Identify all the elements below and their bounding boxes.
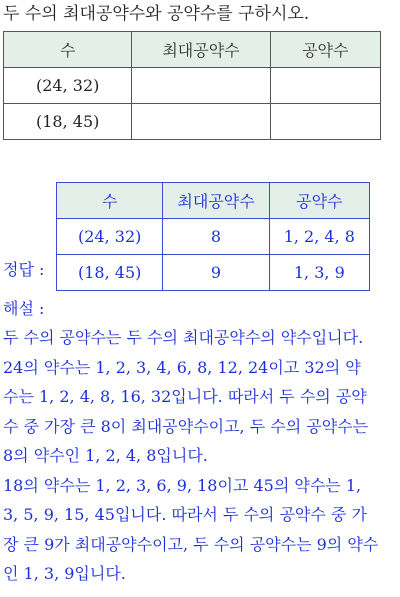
- cell-number: (18, 45): [57, 255, 163, 291]
- header-gcd: 최대공약수: [163, 183, 269, 219]
- table-header-row: [4, 32, 381, 68]
- cell-common-divisors: 1, 2, 4, 8: [269, 219, 369, 255]
- header-gcd: 최대공약수: [132, 32, 270, 68]
- explanation-title: 해설 :: [3, 299, 45, 318]
- cell-common-divisors: 1, 3, 9: [269, 255, 369, 291]
- cell-gcd: 9: [163, 255, 269, 291]
- explanation-body: [3, 323, 400, 589]
- table-row: [4, 104, 381, 140]
- explanation-line: 8의 약수인 1, 2, 4, 8입니다.: [3, 446, 208, 465]
- explanation-line: 수 중 가장 큰 8이 최대공약수이고, 두 수의 공약수는: [3, 416, 369, 436]
- cell-gcd-blank[interactable]: [132, 104, 270, 140]
- cell-gcd-blank[interactable]: [132, 68, 270, 104]
- explanation-line: 18의 약수는 1, 2, 3, 6, 9, 18이고 45의 약수는 1,: [3, 475, 362, 495]
- table-row: [57, 255, 370, 291]
- explanation-line: 3, 5, 9, 15, 45입니다. 따라서 두 수의 공약수 중 가: [3, 505, 367, 524]
- table-row: [4, 68, 381, 104]
- explanation-line: 24의 약수는 1, 2, 3, 4, 6, 8, 12, 24이고 32의 약: [3, 357, 361, 377]
- question-text: 두 수의 최대공약수와 공약수를 구하시오.: [3, 4, 310, 24]
- explanation-line: 두 수의 공약수는 두 수의 최대공약수의 약수입니다.: [3, 328, 364, 347]
- answer-label: 정답 :: [3, 260, 45, 279]
- table-row: [57, 219, 370, 255]
- table-header-row: [57, 183, 370, 219]
- header-number: 수: [4, 32, 132, 68]
- cell-number: (18, 45): [4, 104, 132, 140]
- explanation-line: 인 1, 3, 9입니다.: [3, 564, 126, 583]
- header-common-divisors: 공약수: [270, 32, 380, 68]
- cell-gcd: 8: [163, 219, 269, 255]
- header-common-divisors: 공약수: [269, 183, 369, 219]
- cell-number: (24, 32): [57, 219, 163, 255]
- explanation-line: 수는 1, 2, 4, 8, 16, 32입니다. 따라서 두 수의 공약: [3, 387, 367, 406]
- explanation-line: 장 큰 9가 최대공약수이고, 두 수의 공약수는 9의 약수: [3, 534, 379, 554]
- cell-number: (24, 32): [4, 68, 132, 104]
- cell-common-divisors-blank[interactable]: [270, 68, 380, 104]
- question-table: [3, 31, 381, 140]
- header-number: 수: [57, 183, 163, 219]
- cell-common-divisors-blank[interactable]: [270, 104, 380, 140]
- answer-table: [56, 182, 370, 291]
